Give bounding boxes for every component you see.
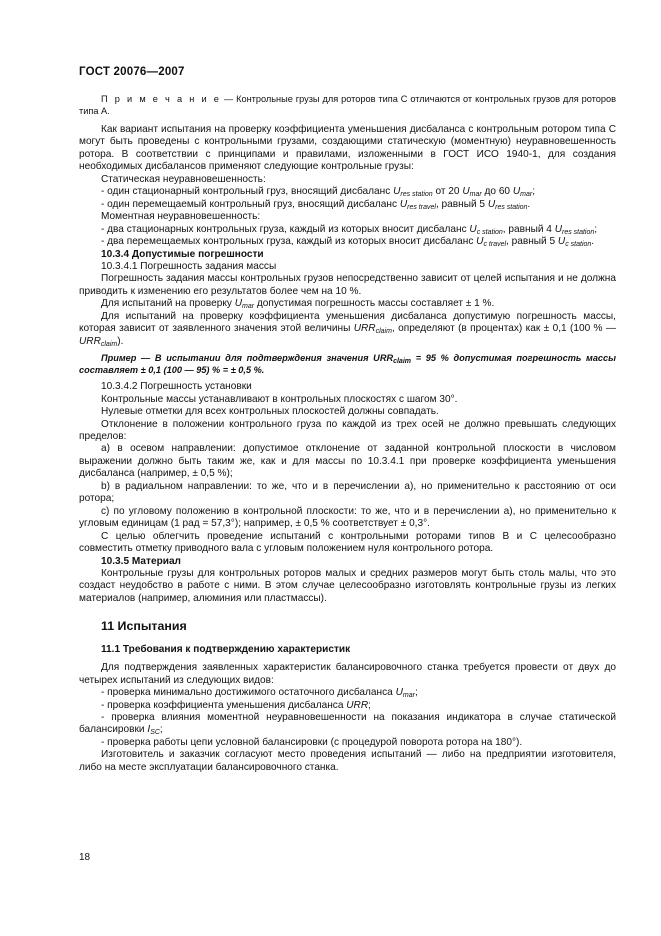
paragraph-test-place: Изготовитель и заказчик согласуют место проведения испытаний — либо на предприятии изготовителя, либо на месте эксплуатации балансировочного станка. <box>79 749 616 773</box>
symbol: U <box>393 186 401 198</box>
subscript: c station <box>476 228 503 236</box>
paragraph-tests-intro: Для подтверждения заявленных характеристик балансировочного станка требуется провести от двух до четырех испытаний из следующих видов: <box>79 662 616 686</box>
paragraph-material: Контрольные грузы для контрольных роторов малых и средних размеров могут быть столь малы, что это создаст неудобство в работе с ними. В этом случае целесообразно изготовлять контрольные грузы из легких материалов (например, алюминия или пластмассы). <box>79 567 616 604</box>
paragraph-deviation: Отклонение в положении контрольного груза по каждой из трех осей не должно превышать следующих пределов: <box>79 418 616 442</box>
symbol: U <box>399 198 408 210</box>
paragraph-planes: Контрольные массы устанавливают в контрольных плоскостях с шагом 30°. <box>101 393 458 405</box>
text-run: Пример — В испытании для подтверждения значения URR <box>101 353 394 364</box>
document-body <box>79 94 616 774</box>
heading-10-3-5: 10.3.5 Материал <box>101 555 181 567</box>
text-run: - проверка влияния моментной неуравновешенности на показания индикатора в случае статической балансировки <box>79 712 616 736</box>
subscript: mar <box>242 303 255 311</box>
heading-10-3-4-2: 10.3.4.2 Погрешность установки <box>101 381 252 393</box>
symbol: U <box>469 223 477 235</box>
text-run: - один перемещаемый контрольный груз, вносящий дисбаланс <box>101 198 400 210</box>
text-run: , равный 4 <box>502 223 555 235</box>
heading-11: 11 Испытания <box>101 619 187 634</box>
moment-weight-travel <box>79 236 616 248</box>
document-header: ГОСТ 20076—2007 <box>79 66 185 78</box>
subscript: claim <box>375 328 392 336</box>
subscript: SC <box>150 729 160 737</box>
subscript: mar <box>469 191 482 199</box>
text-run: ; <box>532 186 536 198</box>
page-number: 18 <box>79 852 91 863</box>
subscript: res station <box>400 191 433 199</box>
text-run: Для испытаний на проверку <box>101 298 235 310</box>
note-paragraph <box>79 94 616 117</box>
symbol: URR <box>79 335 101 347</box>
subscript: c station <box>565 241 592 249</box>
paragraph-test-variant: Как вариант испытания на проверку коэффициента уменьшения дисбаланса с контрольным ротором типа С могут быть проведены с контрольными грузами, создающими статическую (моментную) неуравновешенность ротора. В соответствии с принципами и правилами, изложенными в ГОСТ ИСО 1940-1, для создания необходимых дисбалансов применяют следующие контрольные грузы: <box>79 124 616 173</box>
symbol: U <box>476 236 484 248</box>
heading-10-3-4-1: 10.3.4.1 Погрешность задания массы <box>101 260 277 272</box>
paragraph-zero-marks: Нулевые отметки для всех контрольных плоскостей должны совпадать. <box>101 406 439 418</box>
text-run: - два перемещаемых контрольных груза, каждый из которых вносит дисбаланс <box>101 236 477 248</box>
symbol: URR <box>353 323 376 335</box>
text-run: ; <box>414 687 418 699</box>
symbol: U <box>462 186 470 198</box>
text-run: допустимая погрешность массы составляет ± 1 %. <box>254 298 495 310</box>
text-run: ). <box>117 335 124 347</box>
static-weight-travel <box>79 199 616 211</box>
text-run: ; <box>159 724 163 736</box>
text-run: . <box>527 198 531 210</box>
example-paragraph <box>79 353 616 376</box>
subscript: c travel <box>483 241 507 249</box>
test-item-isc <box>79 712 616 737</box>
test-item-urr <box>79 700 616 712</box>
symbol: U <box>487 198 496 210</box>
symbol: URR <box>346 699 369 711</box>
text-run: - два стационарных контрольных груза, каждый из которых вносит дисбаланс <box>101 223 470 235</box>
subscript: res station <box>561 228 595 236</box>
symbol: U <box>557 236 566 248</box>
text-run: . <box>591 236 595 248</box>
text-run: , равный 5 <box>506 236 558 248</box>
symbol: U <box>234 298 243 310</box>
text-run: , определяют (в процентах) как ± 0,1 (100 % — <box>391 323 616 335</box>
symbol: I <box>147 724 151 736</box>
subscript: claim <box>393 358 411 366</box>
paragraph-umar-error <box>79 298 616 310</box>
paragraph-mass-error: Погрешность задания массы контрольных грузов непосредственно зависит от целей испытания и не должна приводить к изменению его результатов более чем на 10 %. <box>79 273 616 297</box>
test-item-umar <box>79 687 616 699</box>
moment-weight-stationary <box>79 224 616 236</box>
subscript: mar <box>402 692 415 700</box>
symbol: U <box>512 186 521 198</box>
static-weight-stationary <box>79 186 616 198</box>
text-run: Для испытаний на проверку коэффициента уменьшения дисбаланса допустимую погрешность массы, которая зависит от заявленного значения этой величины <box>79 310 616 335</box>
heading-10-3-4: 10.3.4 Допустимые погрешности <box>101 248 264 260</box>
heading-11-1: 11.1 Требования к подтверждению характеристик <box>101 643 351 655</box>
subscript: res travel <box>407 203 436 211</box>
subscript: res station <box>495 203 528 211</box>
text-run: ; <box>368 699 371 711</box>
text-run: - один стационарный контрольный груз, вносящий дисбаланс <box>101 186 394 198</box>
paragraph-urr-error <box>79 311 616 348</box>
text-run: ; <box>594 223 598 235</box>
text-run: от 20 <box>432 186 463 198</box>
text-run: - проверка коэффициента уменьшения дисбаланса <box>101 699 347 711</box>
list-item-b: b) в радиальном направлении: то же, что и в перечислении а), но применительно к расстоянию от оси ротора; <box>79 480 616 505</box>
note-text: — Контрольные грузы для роторов типа С отличаются от контрольных грузов для роторов типа А. <box>79 94 616 116</box>
list-item-a: a) в осевом направлении: допустимое отклонение от заданной контрольной плоскости в числовом выражении должно быть таким же, как и для массы по 10.3.4.1 при проверке коэффициента уменьшения дисбаланса (например, ± 0,5 %); <box>79 443 616 480</box>
note-label: П р и м е ч а н и е <box>101 94 221 104</box>
symbol: U <box>554 223 562 235</box>
subscript: mar <box>520 191 533 199</box>
moment-imbalance-label: Моментная неуравновешенность: <box>101 211 261 223</box>
static-imbalance-label: Статическая неуравновешенность: <box>101 173 266 185</box>
test-item-compensation: - проверка работы цепи условной балансировки (с процедурой поворота ротора на 180°). <box>101 736 523 748</box>
paragraph-simplify: С целью облегчить проведение испытаний с контрольными роторами типов В и С целесообразно совместить отметку приводного вала с угловым положением нуля контрольного ротора. <box>79 530 616 555</box>
list-item-c: c) по угловому положению в контрольной плоскости: то же, что и в перечислении а), но применительно к угловым единицам (1 рад = 57,3°); например, ± 0,5 % соответствует ± 0,3°. <box>79 505 616 530</box>
text-run: = 95 % допустимая погрешность массы составляет ± 0,1 (100 — 95) % = ± 0,5 %. <box>79 353 616 375</box>
symbol: U <box>395 687 403 699</box>
subscript: claim <box>100 340 118 348</box>
text-run: до 60 <box>481 186 513 198</box>
text-run: - проверка минимально достижимого остаточного дисбаланса <box>101 687 396 699</box>
text-run: , равный 5 <box>435 198 488 210</box>
